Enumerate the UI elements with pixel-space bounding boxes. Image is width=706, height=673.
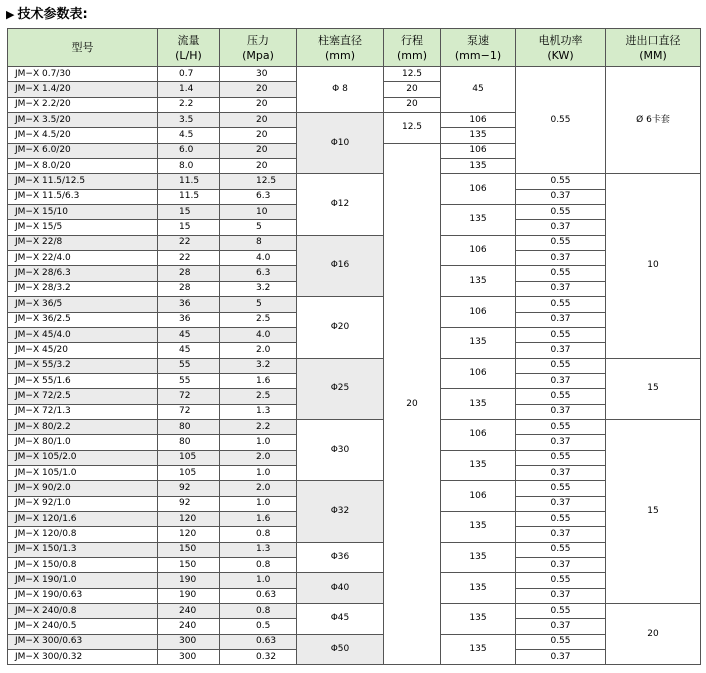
flow-cell: 2.2 <box>158 97 220 112</box>
header-port-diameter <box>606 29 701 67</box>
flow-cell: 11.5 <box>158 174 220 189</box>
pressure-cell: 2.0 <box>220 481 297 496</box>
pump-speed-cell: 135 <box>441 128 516 143</box>
model-cell: JM−X 3.5/20 <box>8 113 158 128</box>
flow-cell: 105 <box>158 465 220 480</box>
pressure-cell: 0.8 <box>220 527 297 542</box>
flow-cell: 190 <box>158 588 220 603</box>
flow-cell: 45 <box>158 327 220 342</box>
header-speed-unit: (mm−1) <box>454 48 502 62</box>
header-stroke <box>384 29 441 67</box>
pump-speed-cell: 135 <box>441 266 516 297</box>
header-plunger-diameter <box>297 29 384 67</box>
header-model <box>8 29 158 67</box>
motor-power-cell: 0.55 <box>516 389 606 404</box>
header-flow-unit: (L/H) <box>175 48 202 62</box>
pressure-cell: 1.6 <box>220 373 297 388</box>
flow-cell: 55 <box>158 358 220 373</box>
pressure-cell: 20 <box>220 128 297 143</box>
plunger-diameter-cell: Φ 8 <box>297 67 384 113</box>
flow-cell: 72 <box>158 389 220 404</box>
flow-cell: 28 <box>158 281 220 296</box>
motor-power-cell: 0.37 <box>516 619 606 634</box>
flow-cell: 150 <box>158 542 220 557</box>
motor-power-cell: 0.55 <box>516 358 606 373</box>
model-cell: JM−X 150/0.8 <box>8 558 158 573</box>
flow-cell: 1.4 <box>158 82 220 97</box>
table-row <box>8 174 701 189</box>
pressure-cell: 0.63 <box>220 588 297 603</box>
motor-power-cell: 0.55 <box>516 327 606 342</box>
header-flow <box>158 29 220 67</box>
spec-table-body <box>8 67 701 665</box>
header-port-label: 进出口直径 <box>625 33 681 47</box>
plunger-diameter-cell: Φ10 <box>297 113 384 174</box>
motor-power-cell: 0.37 <box>516 650 606 665</box>
flow-cell: 11.5 <box>158 189 220 204</box>
flow-cell: 300 <box>158 650 220 665</box>
motor-power-cell: 0.55 <box>516 67 606 174</box>
plunger-diameter-cell: Φ30 <box>297 419 384 480</box>
header-pressure-unit: (Mpa) <box>242 48 274 62</box>
pressure-cell: 1.3 <box>220 404 297 419</box>
model-cell: JM−X 0.7/30 <box>8 67 158 82</box>
motor-power-cell: 0.55 <box>516 297 606 312</box>
stroke-cell: 12.5 <box>384 67 441 82</box>
model-cell: JM−X 120/1.6 <box>8 511 158 526</box>
model-cell: JM−X 28/6.3 <box>8 266 158 281</box>
plunger-diameter-cell: Φ50 <box>297 634 384 665</box>
plunger-diameter-cell: Φ36 <box>297 542 384 573</box>
header-model-label: 型号 <box>71 41 94 54</box>
plunger-diameter-cell: Φ32 <box>297 481 384 542</box>
motor-power-cell: 0.37 <box>516 189 606 204</box>
pressure-cell: 2.5 <box>220 389 297 404</box>
flow-cell: 8.0 <box>158 159 220 174</box>
pump-speed-cell: 106 <box>441 419 516 450</box>
plunger-diameter-cell: Φ45 <box>297 604 384 635</box>
pressure-cell: 5 <box>220 297 297 312</box>
motor-power-cell: 0.37 <box>516 527 606 542</box>
model-cell: JM−X 22/4.0 <box>8 251 158 266</box>
model-cell: JM−X 36/5 <box>8 297 158 312</box>
port-diameter-cell: 15 <box>606 419 701 603</box>
header-motor-power <box>516 29 606 67</box>
pressure-cell: 8 <box>220 235 297 250</box>
header-pressure <box>220 29 297 67</box>
pressure-cell: 0.63 <box>220 634 297 649</box>
pump-speed-cell: 135 <box>441 634 516 665</box>
flow-cell: 150 <box>158 558 220 573</box>
model-cell: JM−X 11.5/12.5 <box>8 174 158 189</box>
header-power-label: 电机功率 <box>538 33 583 47</box>
table-row <box>8 573 701 588</box>
pressure-cell: 20 <box>220 143 297 158</box>
motor-power-cell: 0.55 <box>516 634 606 649</box>
table-row <box>8 542 701 557</box>
motor-power-cell: 0.37 <box>516 558 606 573</box>
model-cell: JM−X 190/0.63 <box>8 588 158 603</box>
table-row <box>8 358 701 373</box>
model-cell: JM−X 22/8 <box>8 235 158 250</box>
pressure-cell: 1.6 <box>220 511 297 526</box>
pressure-cell: 1.3 <box>220 542 297 557</box>
flow-cell: 105 <box>158 450 220 465</box>
flow-cell: 55 <box>158 373 220 388</box>
model-cell: JM−X 105/1.0 <box>8 465 158 480</box>
pressure-cell: 4.0 <box>220 327 297 342</box>
pressure-cell: 1.0 <box>220 465 297 480</box>
pressure-cell: 3.2 <box>220 281 297 296</box>
table-row <box>8 419 701 434</box>
model-cell: JM−X 55/3.2 <box>8 358 158 373</box>
header-pressure-label: 压力 <box>247 33 269 47</box>
motor-power-cell: 0.37 <box>516 220 606 235</box>
pump-speed-cell: 135 <box>441 159 516 174</box>
model-cell: JM−X 150/1.3 <box>8 542 158 557</box>
flow-cell: 300 <box>158 634 220 649</box>
motor-power-cell: 0.37 <box>516 312 606 327</box>
flow-cell: 15 <box>158 205 220 220</box>
stroke-cell: 12.5 <box>384 113 441 144</box>
header-plunger-unit: (mm) <box>324 48 355 62</box>
pressure-cell: 20 <box>220 97 297 112</box>
pressure-cell: 0.8 <box>220 604 297 619</box>
plunger-diameter-cell: Φ12 <box>297 174 384 235</box>
model-cell: JM−X 11.5/6.3 <box>8 189 158 204</box>
flow-cell: 36 <box>158 297 220 312</box>
pump-speed-cell: 106 <box>441 235 516 266</box>
flow-cell: 92 <box>158 481 220 496</box>
model-cell: JM−X 72/1.3 <box>8 404 158 419</box>
header-stroke-unit: (mm) <box>396 48 427 62</box>
pump-speed-cell: 106 <box>441 143 516 158</box>
model-cell: JM−X 80/1.0 <box>8 435 158 450</box>
model-cell: JM−X 120/0.8 <box>8 527 158 542</box>
model-cell: JM−X 4.5/20 <box>8 128 158 143</box>
flow-cell: 22 <box>158 251 220 266</box>
pump-speed-cell: 135 <box>441 389 516 420</box>
pressure-cell: 5 <box>220 220 297 235</box>
model-cell: JM−X 105/2.0 <box>8 450 158 465</box>
flow-cell: 3.5 <box>158 113 220 128</box>
table-row <box>8 235 701 250</box>
pressure-cell: 4.0 <box>220 251 297 266</box>
motor-power-cell: 0.55 <box>516 450 606 465</box>
header-speed-label: 泵速 <box>467 33 489 47</box>
model-cell: JM−X 92/1.0 <box>8 496 158 511</box>
model-cell: JM−X 45/20 <box>8 343 158 358</box>
plunger-diameter-cell: Φ25 <box>297 358 384 419</box>
pressure-cell: 2.5 <box>220 312 297 327</box>
pressure-cell: 6.3 <box>220 189 297 204</box>
motor-power-cell: 0.55 <box>516 542 606 557</box>
pump-speed-cell: 45 <box>441 67 516 113</box>
port-diameter-cell: Ø 6卡套 <box>606 67 701 174</box>
model-cell: JM−X 72/2.5 <box>8 389 158 404</box>
section-heading <box>6 3 88 22</box>
pump-speed-cell: 135 <box>441 573 516 604</box>
spec-table-header <box>8 29 701 67</box>
flow-cell: 22 <box>158 235 220 250</box>
motor-power-cell: 0.37 <box>516 435 606 450</box>
motor-power-cell: 0.37 <box>516 465 606 480</box>
model-cell: JM−X 45/4.0 <box>8 327 158 342</box>
flow-cell: 80 <box>158 419 220 434</box>
flow-cell: 120 <box>158 527 220 542</box>
flow-cell: 240 <box>158 619 220 634</box>
header-plunger-label: 柱塞直径 <box>318 33 362 47</box>
pressure-cell: 20 <box>220 113 297 128</box>
pressure-cell: 20 <box>220 159 297 174</box>
pressure-cell: 1.0 <box>220 496 297 511</box>
flow-cell: 240 <box>158 604 220 619</box>
stroke-cell: 20 <box>384 97 441 112</box>
flow-cell: 15 <box>158 220 220 235</box>
motor-power-cell: 0.55 <box>516 174 606 189</box>
flow-cell: 45 <box>158 343 220 358</box>
model-cell: JM−X 80/2.2 <box>8 419 158 434</box>
model-cell: JM−X 190/1.0 <box>8 573 158 588</box>
flow-cell: 190 <box>158 573 220 588</box>
pressure-cell: 0.32 <box>220 650 297 665</box>
pressure-cell: 0.8 <box>220 558 297 573</box>
pump-speed-cell: 135 <box>441 327 516 358</box>
motor-power-cell: 0.55 <box>516 604 606 619</box>
pressure-cell: 0.5 <box>220 619 297 634</box>
pressure-cell: 2.0 <box>220 450 297 465</box>
port-diameter-cell: 15 <box>606 358 701 419</box>
motor-power-cell: 0.37 <box>516 251 606 266</box>
header-pump-speed <box>441 29 516 67</box>
pressure-cell: 3.2 <box>220 358 297 373</box>
flow-cell: 6.0 <box>158 143 220 158</box>
table-row <box>8 67 701 82</box>
flow-cell: 80 <box>158 435 220 450</box>
triangle-bullet-icon: ▶ <box>6 8 15 21</box>
motor-power-cell: 0.55 <box>516 235 606 250</box>
pressure-cell: 30 <box>220 67 297 82</box>
motor-power-cell: 0.55 <box>516 419 606 434</box>
model-cell: JM−X 55/1.6 <box>8 373 158 388</box>
pressure-cell: 1.0 <box>220 435 297 450</box>
model-cell: JM−X 2.2/20 <box>8 97 158 112</box>
motor-power-cell: 0.37 <box>516 588 606 603</box>
pressure-cell: 12.5 <box>220 174 297 189</box>
model-cell: JM−X 90/2.0 <box>8 481 158 496</box>
motor-power-cell: 0.37 <box>516 343 606 358</box>
pressure-cell: 2.0 <box>220 343 297 358</box>
port-diameter-cell: 10 <box>606 174 701 358</box>
flow-cell: 4.5 <box>158 128 220 143</box>
pressure-cell: 10 <box>220 205 297 220</box>
flow-cell: 120 <box>158 511 220 526</box>
header-flow-label: 流量 <box>177 33 200 47</box>
model-cell: JM−X 300/0.63 <box>8 634 158 649</box>
pump-speed-cell: 135 <box>441 511 516 542</box>
motor-power-cell: 0.55 <box>516 205 606 220</box>
model-cell: JM−X 300/0.32 <box>8 650 158 665</box>
stroke-cell: 20 <box>384 143 441 665</box>
pump-speed-cell: 135 <box>441 450 516 481</box>
header-stroke-label: 行程 <box>401 33 423 47</box>
motor-power-cell: 0.55 <box>516 266 606 281</box>
header-power-unit: (KW) <box>547 48 574 62</box>
motor-power-cell: 0.55 <box>516 573 606 588</box>
model-cell: JM−X 1.4/20 <box>8 82 158 97</box>
header-row <box>8 29 701 67</box>
model-cell: JM−X 36/2.5 <box>8 312 158 327</box>
table-row <box>8 481 701 496</box>
section-heading-text: 技术参数表: <box>17 7 88 22</box>
table-row <box>8 634 701 649</box>
pump-speed-cell: 135 <box>441 542 516 573</box>
model-cell: JM−X 28/3.2 <box>8 281 158 296</box>
motor-power-cell: 0.55 <box>516 511 606 526</box>
flow-cell: 0.7 <box>158 67 220 82</box>
motor-power-cell: 0.37 <box>516 404 606 419</box>
spec-table <box>7 28 701 665</box>
model-cell: JM−X 8.0/20 <box>8 159 158 174</box>
pump-speed-cell: 106 <box>441 113 516 128</box>
model-cell: JM−X 240/0.8 <box>8 604 158 619</box>
model-cell: JM−X 15/5 <box>8 220 158 235</box>
plunger-diameter-cell: Φ40 <box>297 573 384 604</box>
motor-power-cell: 0.37 <box>516 373 606 388</box>
pump-speed-cell: 106 <box>441 481 516 512</box>
plunger-diameter-cell: Φ20 <box>297 297 384 358</box>
flow-cell: 36 <box>158 312 220 327</box>
model-cell: JM−X 6.0/20 <box>8 143 158 158</box>
table-row <box>8 604 701 619</box>
flow-cell: 28 <box>158 266 220 281</box>
motor-power-cell: 0.37 <box>516 496 606 511</box>
pump-speed-cell: 106 <box>441 297 516 328</box>
header-port-unit: (MM) <box>639 48 667 62</box>
pressure-cell: 6.3 <box>220 266 297 281</box>
table-row <box>8 297 701 312</box>
pressure-cell: 2.2 <box>220 419 297 434</box>
plunger-diameter-cell: Φ16 <box>297 235 384 296</box>
port-diameter-cell: 20 <box>606 604 701 665</box>
pump-speed-cell: 106 <box>441 174 516 205</box>
flow-cell: 92 <box>158 496 220 511</box>
stroke-cell: 20 <box>384 82 441 97</box>
motor-power-cell: 0.55 <box>516 481 606 496</box>
pressure-cell: 20 <box>220 82 297 97</box>
model-cell: JM−X 240/0.5 <box>8 619 158 634</box>
pump-speed-cell: 135 <box>441 205 516 236</box>
pump-speed-cell: 106 <box>441 358 516 389</box>
pump-speed-cell: 135 <box>441 604 516 635</box>
pressure-cell: 1.0 <box>220 573 297 588</box>
motor-power-cell: 0.37 <box>516 281 606 296</box>
model-cell: JM−X 15/10 <box>8 205 158 220</box>
flow-cell: 72 <box>158 404 220 419</box>
